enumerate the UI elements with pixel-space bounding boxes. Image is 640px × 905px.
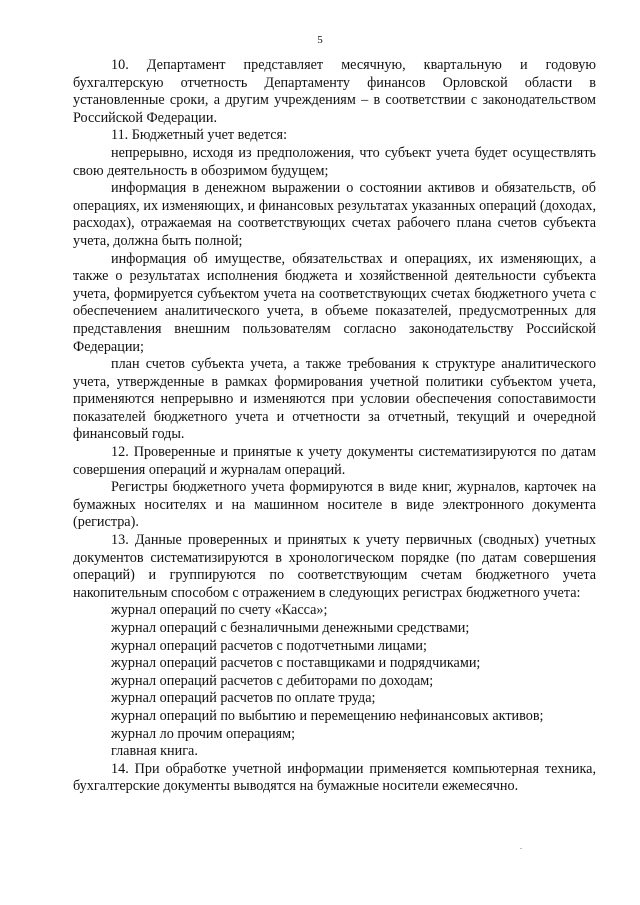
register-list-item: журнал операций по выбытию и перемещению нефинансовых активов; <box>111 707 544 724</box>
document-body <box>73 57 596 796</box>
paragraph-11-item: информация об имуществе, обязательствах и операциях, их изменяющих, а также о результатах исполнения бюджета и хозяйственной деятельности субъекта учета, формируется субъектом учета на соответствующих счетах бюджетного учета с обеспечением аналитического учета, в объеме показателей, предусмотренных для представления внешним пользователям согласно законодательству Российской Федерации; <box>73 250 596 355</box>
paragraph-11-item: план счетов субъекта учета, а также требования к структуре аналитического учета, утвержденные в рамках формирования учетной политики субъектом учета, применяются непрерывно и изменяются при условии обеспечения сопоставимости показателей бюджетного учета и отчетности за отчетный, текущий и очередной финансовый годы. <box>73 356 596 443</box>
paragraph-12: 12. Проверенные и принятые к учету документы систематизируются по датам совершения операций и журналам операций. <box>73 444 596 478</box>
paragraph-13: 13. Данные проверенных и принятых к учету первичных (сводных) учетных документов систематизируются в хронологическом порядке (по датам совершения операций) и группируются по соответствующим счетам бюджетного учета накопительным способом с отражением в следующих регистрах бюджетного учета: <box>73 532 596 601</box>
paragraph-11-item: информация в денежном выражении о состоянии активов и обязательств, об операциях, их изменяющих, и финансовых результатах указанных операций (доходах, расходах), отражаемая на соответствующих счетах рабочего плана счетов субъекта учета, должна быть полной; <box>73 180 596 249</box>
register-list-item: журнал операций с безналичными денежными средствами; <box>111 620 470 636</box>
paragraph-10: 10. Департамент представляет месячную, квартальную и годовую бухгалтерскую отчетность Департаменту финансов Орловской области в установленные сроки, а другим учреждениям – в соответствии с законодательством Российской Федерации. <box>73 57 596 126</box>
paragraph-12-registers: Регистры бюджетного учета формируются в виде книг, журналов, карточек на бумажных носителях и на машинном носителе в виде электронного документа (регистра). <box>73 479 596 531</box>
paragraph-11-item: непрерывно, исходя из предположения, что субъект учета будет осуществлять свою деятельность в обозримом будущем; <box>73 144 596 179</box>
register-list-item: журнал операций расчетов по оплате труда; <box>111 690 376 707</box>
register-list-item: журнал операций расчетов с поставщиками и подрядчиками; <box>111 655 481 672</box>
register-list-item: журнал операций по счету «Касса»; <box>111 602 328 619</box>
register-list-item: журнал ло прочим операциям; <box>111 725 296 742</box>
page-number: 5 <box>317 34 323 46</box>
register-list-item: журнал операций расчетов с подотчетными лицами; <box>111 637 427 654</box>
register-list-item: главная книга. <box>111 743 198 760</box>
paragraph-11-heading: 11. Бюджетный учет ведется: <box>111 127 288 144</box>
scan-speck <box>520 848 522 849</box>
paragraph-14: 14. При обработке учетной информации применяется компьютерная техника, бухгалтерские документы выводятся на бумажные носители ежемесячно. <box>73 760 596 795</box>
register-list-item: журнал операций расчетов с дебиторами по доходам; <box>111 672 434 689</box>
